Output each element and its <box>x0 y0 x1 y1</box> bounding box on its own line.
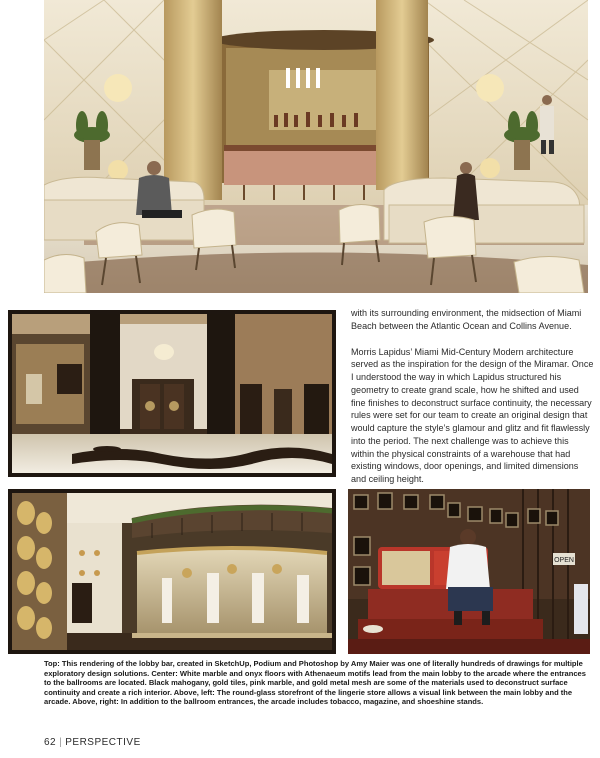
article-paragraph-2: Morris Lapidus’ Miami Mid-Century Modern architecture served as the inspiration for the design of the Miramar. Once I understood the way in which Lapidus structured his geometry to create grand scale, how he shifted and used fine finishes to deconstruct surface continuity, the necessary rules were set for our team to create an original design that would capture the style’s glamour and glitz and fit flawlessly into the period. The next challenge was to achieve this within the physical constraints of a warehouse that had existing windows, door openings, and limited dimensions and ceiling height. <box>351 346 594 484</box>
marble-corridor-image <box>8 310 336 477</box>
page-folio <box>44 737 141 748</box>
section-name: PERSPECTIVE <box>65 737 141 748</box>
lobby-bar-rendering-icon <box>44 0 588 293</box>
lobby-bar-rendering-image <box>44 0 588 293</box>
open-sign-text: OPEN <box>554 557 574 564</box>
photo-caption: Top: This rendering of the lobby bar, created in SketchUp, Podium and Photoshop by Amy Maier was one of literally hundreds of drawings for multiple exploratory design solutions. Center: White marble and onyx floors with Athenaeum motifs lead from the main lobby to the arcade where the entrances to the ballrooms are located. Black mahogany, gold tiles, pink marble, and gold metal mesh are some of the materials used to deconstruct surface continuity and create a rich interior. Above, left: The round-glass storefront of the lingerie store allows a visual link between the main lobby and the arcade. Above, right: In addition to the ballroom entrances, the arcade includes tobacco, magazine, and shoeshine stands. <box>44 659 586 707</box>
article-body <box>351 307 594 499</box>
round-glass-storefront-photo-icon <box>12 493 332 650</box>
shoeshine-stand-image <box>348 489 590 654</box>
shoeshine-stand-photo-icon <box>348 489 590 654</box>
folio-separator: | <box>59 737 63 748</box>
marble-corridor-photo-icon <box>12 314 332 473</box>
page-number: 62 <box>44 737 57 748</box>
round-glass-storefront-image <box>8 489 336 654</box>
article-paragraph-1: with its surrounding environment, the midsection of Miami Beach between the Atlantic Ocean and Collins Avenue. <box>351 308 582 331</box>
